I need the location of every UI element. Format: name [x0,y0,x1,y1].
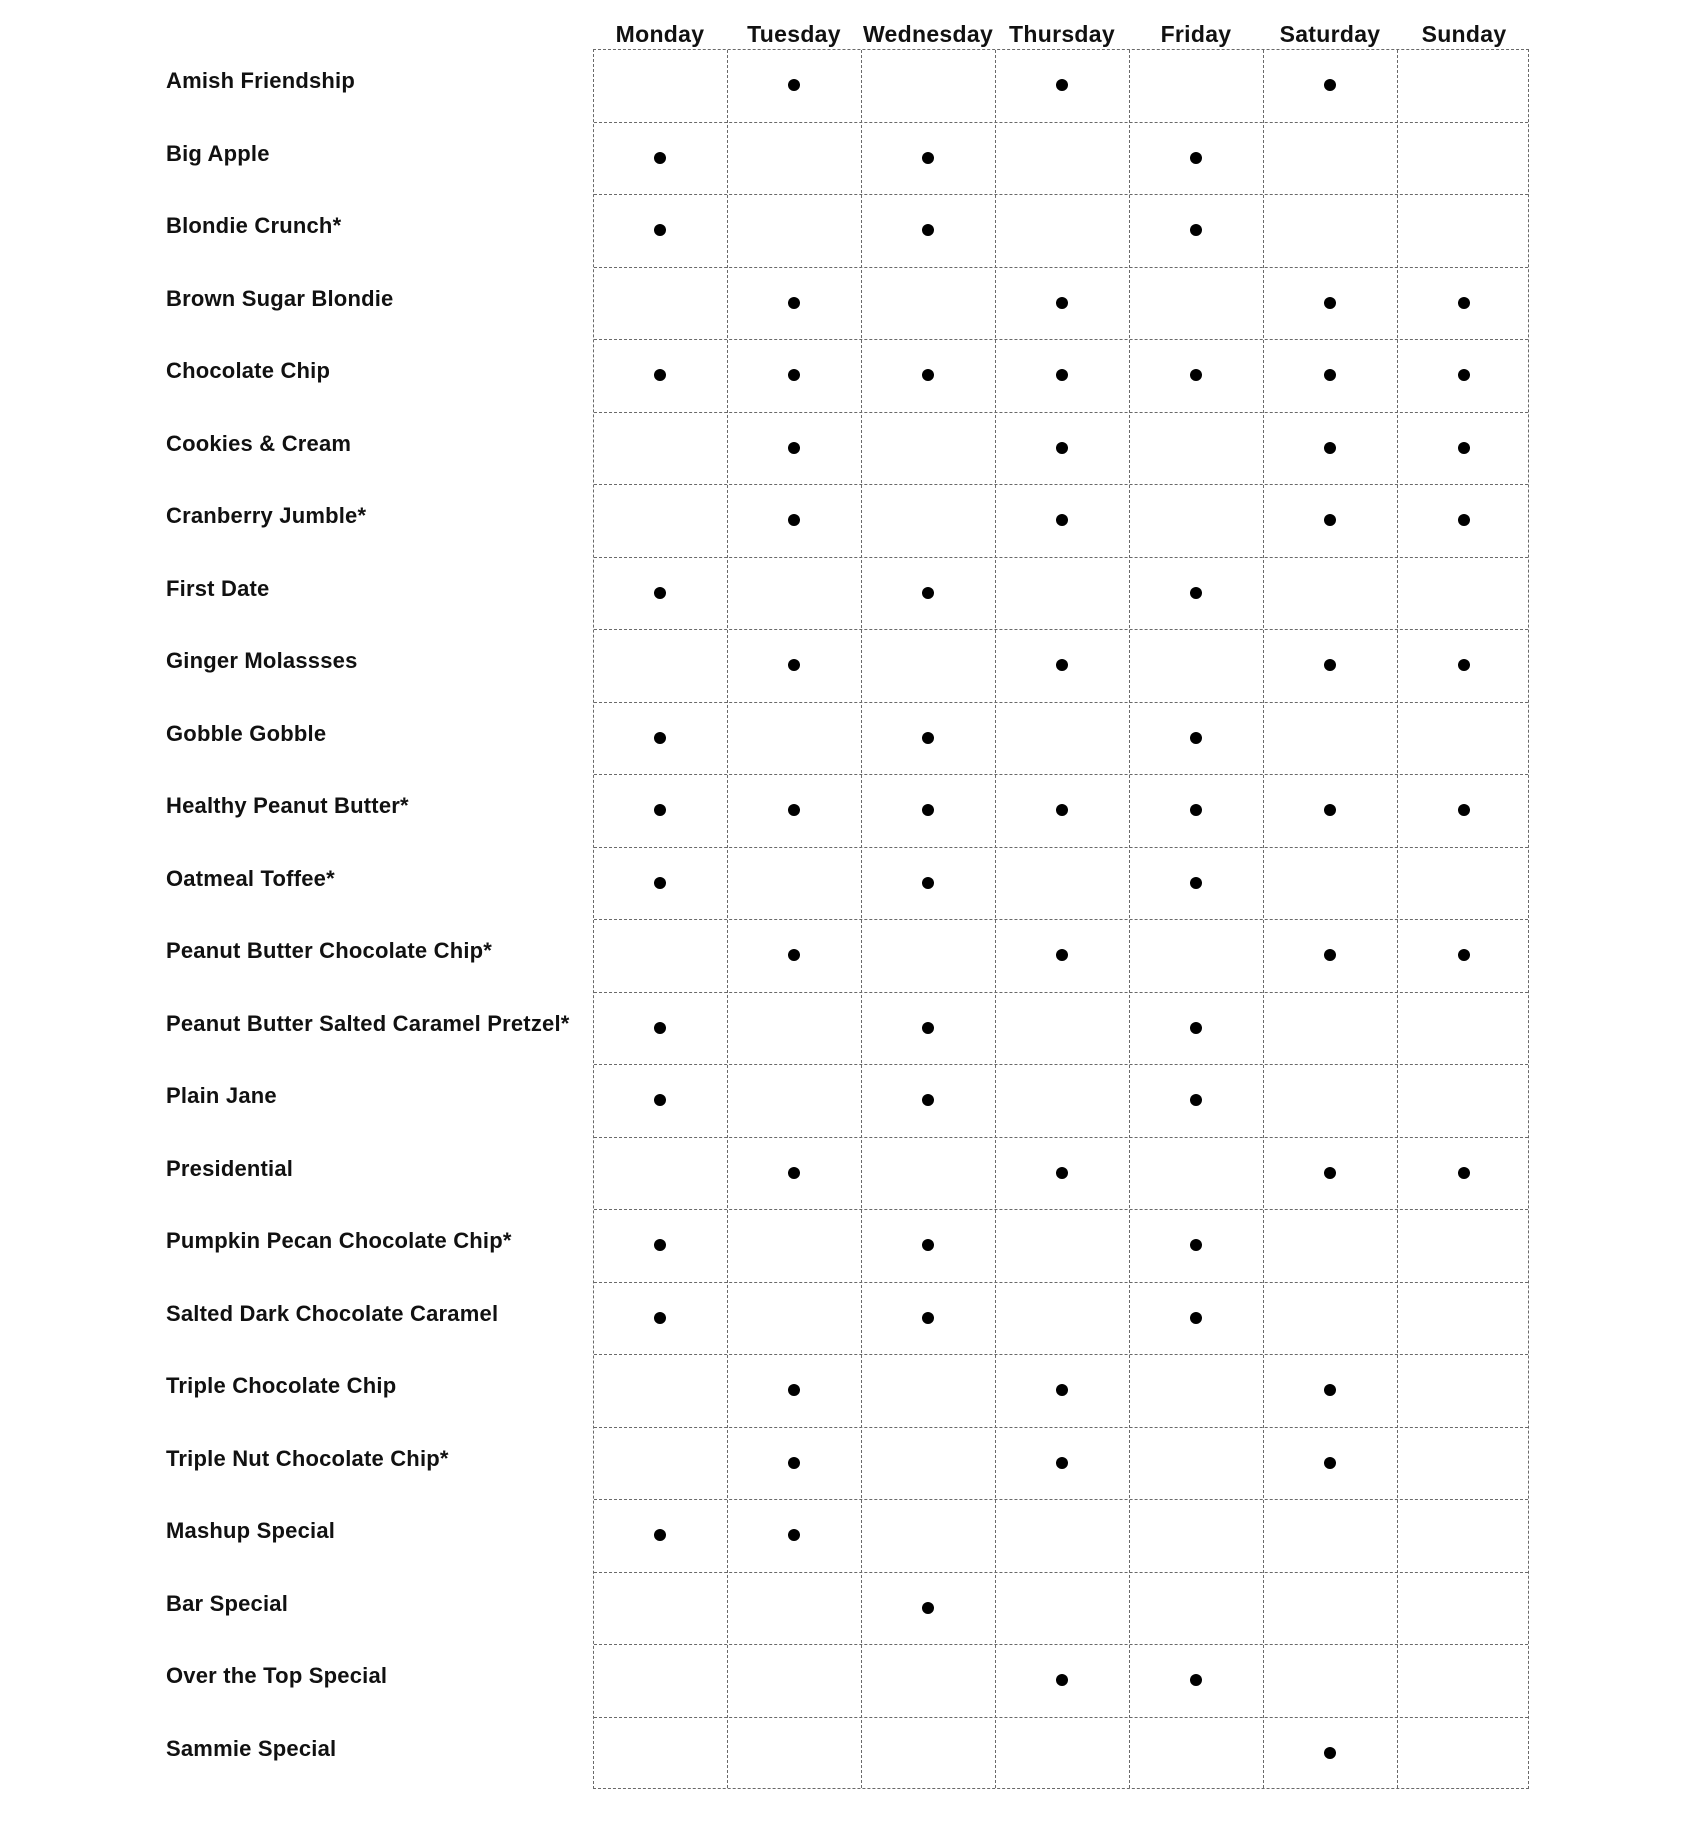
item-label: Oatmeal Toffee* [166,865,335,891]
availability-dot-sunday [1458,442,1470,454]
grid-row-divider [594,484,1528,485]
availability-dot-wednesday [922,804,934,816]
availability-dot-sunday [1458,1167,1470,1179]
item-label: Healthy Peanut Butter* [166,793,409,819]
item-label: Ginger Molassses [166,648,358,674]
item-label: Gobble Gobble [166,720,327,746]
availability-dot-saturday [1324,1384,1336,1396]
availability-dot-friday [1190,1094,1202,1106]
grid-row-divider [594,1137,1528,1138]
item-label: Presidential [166,1155,294,1181]
item-label: Triple Nut Chocolate Chip* [166,1445,449,1471]
item-label: Over the Top Special [166,1663,388,1689]
availability-dot-friday [1190,369,1202,381]
availability-dot-friday [1190,224,1202,236]
availability-dot-sunday [1458,369,1470,381]
availability-dot-tuesday [788,804,800,816]
availability-dot-sunday [1458,514,1470,526]
grid-row-divider [594,557,1528,558]
item-label: First Date [166,575,270,601]
availability-dot-saturday [1324,369,1336,381]
availability-dot-sunday [1458,297,1470,309]
availability-dot-friday [1190,1239,1202,1251]
day-header-sunday: Sunday [1421,21,1507,47]
availability-dot-thursday [1056,949,1068,961]
availability-dot-monday [654,224,666,236]
item-label: Amish Friendship [166,68,355,94]
item-label: Sammie Special [166,1735,337,1761]
availability-dot-thursday [1056,442,1068,454]
availability-dot-thursday [1056,297,1068,309]
availability-dot-friday [1190,877,1202,889]
availability-dot-saturday [1324,1167,1336,1179]
availability-dot-wednesday [922,1094,934,1106]
grid-row-divider [594,1064,1528,1065]
availability-dot-saturday [1324,949,1336,961]
grid-row-divider [594,702,1528,703]
availability-dot-sunday [1458,659,1470,671]
availability-dot-tuesday [788,369,800,381]
availability-dot-wednesday [922,224,934,236]
availability-dot-friday [1190,1674,1202,1686]
availability-dot-tuesday [788,1384,800,1396]
availability-dot-monday [654,1529,666,1541]
item-label: Cranberry Jumble* [166,503,367,529]
grid-row-divider [594,412,1528,413]
availability-dot-friday [1190,732,1202,744]
grid-row-divider [594,267,1528,268]
availability-dot-saturday [1324,804,1336,816]
availability-dot-friday [1190,1022,1202,1034]
item-label: Peanut Butter Salted Caramel Pretzel* [166,1010,570,1036]
grid-row-divider [594,774,1528,775]
availability-dot-thursday [1056,1674,1068,1686]
availability-dot-sunday [1458,949,1470,961]
day-header-tuesday: Tuesday [747,21,841,47]
availability-dot-saturday [1324,1457,1336,1469]
item-label: Bar Special [166,1590,289,1616]
availability-dot-monday [654,804,666,816]
availability-dot-monday [654,587,666,599]
availability-dot-tuesday [788,79,800,91]
grid-row-divider [594,919,1528,920]
availability-dot-tuesday [788,297,800,309]
item-label: Salted Dark Chocolate Caramel [166,1300,499,1326]
availability-dot-saturday [1324,442,1336,454]
availability-dot-friday [1190,1312,1202,1324]
availability-dot-thursday [1056,1167,1068,1179]
availability-dot-monday [654,1022,666,1034]
availability-dot-saturday [1324,297,1336,309]
grid-row-divider [594,847,1528,848]
grid-row-divider [594,1644,1528,1645]
availability-dot-thursday [1056,659,1068,671]
day-header-friday: Friday [1160,21,1232,47]
grid-row-divider [594,339,1528,340]
grid-row-divider [594,992,1528,993]
grid-row-divider [594,122,1528,123]
grid-row-divider [594,194,1528,195]
availability-dot-friday [1190,587,1202,599]
availability-dot-monday [654,1239,666,1251]
grid-row-divider [594,1572,1528,1573]
item-label: Triple Chocolate Chip [166,1373,397,1399]
item-label: Cookies & Cream [166,430,352,456]
availability-dot-tuesday [788,1167,800,1179]
grid-row-divider [594,1354,1528,1355]
grid-row-divider [594,629,1528,630]
day-header-thursday: Thursday [1009,21,1115,47]
availability-dot-thursday [1056,514,1068,526]
availability-dot-monday [654,1312,666,1324]
availability-dot-tuesday [788,659,800,671]
availability-dot-thursday [1056,1457,1068,1469]
availability-dot-sunday [1458,804,1470,816]
item-label: Plain Jane [166,1083,277,1109]
grid-row-divider [594,1427,1528,1428]
availability-dot-monday [654,877,666,889]
availability-dot-monday [654,732,666,744]
availability-dot-monday [654,1094,666,1106]
availability-dot-thursday [1056,1384,1068,1396]
availability-dot-wednesday [922,1602,934,1614]
availability-dot-friday [1190,804,1202,816]
grid-row-divider [594,1209,1528,1210]
item-label: Blondie Crunch* [166,213,342,239]
availability-dot-friday [1190,152,1202,164]
availability-dot-wednesday [922,732,934,744]
availability-dot-wednesday [922,152,934,164]
day-header-saturday: Saturday [1279,21,1381,47]
availability-dot-monday [654,369,666,381]
availability-dot-thursday [1056,804,1068,816]
availability-dot-saturday [1324,79,1336,91]
availability-dot-wednesday [922,1312,934,1324]
availability-dot-saturday [1324,1747,1336,1759]
item-label: Chocolate Chip [166,358,331,384]
availability-dot-wednesday [922,1022,934,1034]
item-label: Brown Sugar Blondie [166,285,394,311]
item-label: Big Apple [166,140,270,166]
grid-row-divider [594,1282,1528,1283]
availability-dot-saturday [1324,659,1336,671]
availability-dot-wednesday [922,1239,934,1251]
availability-dot-tuesday [788,949,800,961]
availability-dot-thursday [1056,369,1068,381]
grid-row-divider [594,1717,1528,1718]
day-header-wednesday: Wednesday [862,21,994,47]
day-header-monday: Monday [615,21,705,47]
availability-dot-wednesday [922,369,934,381]
availability-dot-wednesday [922,587,934,599]
availability-dot-tuesday [788,514,800,526]
item-label: Mashup Special [166,1518,336,1544]
availability-dot-tuesday [788,442,800,454]
availability-dot-thursday [1056,79,1068,91]
availability-dot-tuesday [788,1457,800,1469]
availability-dot-saturday [1324,514,1336,526]
availability-dot-tuesday [788,1529,800,1541]
grid-row-divider [594,1499,1528,1500]
availability-dot-monday [654,152,666,164]
availability-dot-wednesday [922,877,934,889]
item-label: Pumpkin Pecan Chocolate Chip* [166,1228,512,1254]
item-label: Peanut Butter Chocolate Chip* [166,938,493,964]
availability-grid [593,49,1529,1789]
